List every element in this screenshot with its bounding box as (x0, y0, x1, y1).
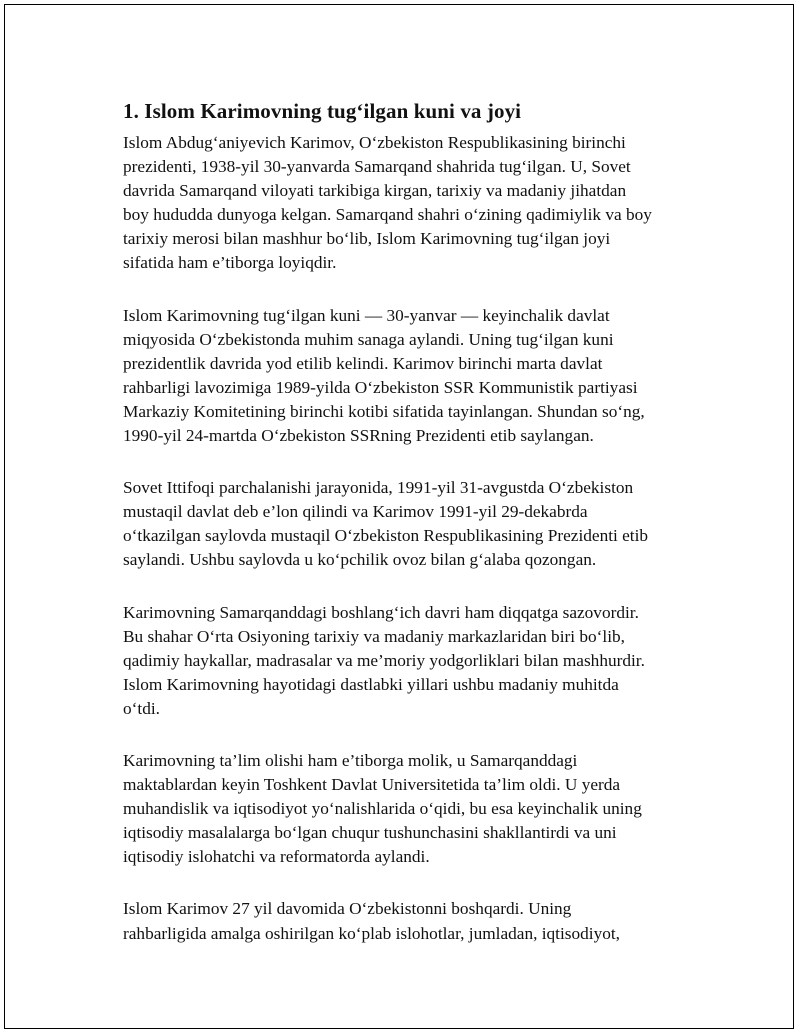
paragraph-education: Karimovning ta’lim olishi ham e’tiborga molik, u Samarqanddagi maktablardan keyin Toshkent Davlat Universitetida ta’lim oldi. U yerda muhandislik va iqtisodiyot yo‘nalishlarida o‘qidi, bu esa keyinchalik uning iqtisodiy masalalarga bo‘lgan chuqur tushunchasini shakllantirdi va uni iqtisodiy islohatchi va reformatorda aylandi. (123, 750, 642, 867)
paragraph-samarkand-youth: Karimovning Samarqanddagi boshlang‘ich davri ham diqqatga sazovordir. Bu shahar O‘rta Osiyoning tarixiy va madaniy markazlaridan biri bo‘lib, qadimiy haykallar, madrasalar va me’moriy yodgorliklari bilan mashhurdir. Islom Karimovning hayotidagi dastlabki yillari ushbu madaniy muhitda o‘tdi. (123, 602, 645, 718)
paragraph-leadership: Islom Karimov 27 yil davomida O‘zbekistonni boshqardi. Uning rahbarligida amalga oshirilgan ko‘plab islohotlar, jumladan, iqtisodiyot, (123, 899, 620, 943)
paragraph-birth-place: Islom Abdug‘aniyevich Karimov, O‘zbekiston Respublikasining birinchi prezidenti, 1938-yil 30-yanvarda Samarqand shahrida tug‘ilgan. U, Sovet davrida Samarqand viloyati tarkibiga kirgan, tarixiy va madaniy jihatdan boy hududda dunyoga kelgan. Samarqand shahri o‘zining qadimiylik va boy tarixiy merosi bilan mashhur bo‘lib, Islom Karimovning tug‘ilgan joyi sifatida ham e’tiborga loyiqdir. (123, 133, 652, 273)
document-body (123, 97, 713, 946)
page-frame (4, 4, 794, 1029)
paragraph-independence: Sovet Ittifoqi parchalanishi jarayonida, 1991-yil 31-avgustda O‘zbekiston mustaqil davlat deb e’lon qilindi va Karimov 1991-yil 29-dekabrda o‘tkazilgan saylovda mustaqil O‘zbekiston Respublikasining Prezidenti etib saylandi. Ushbu saylovda u ko‘pchilik ovoz bilan g‘alaba qozongan. (123, 478, 649, 570)
section-heading: 1. Islom Karimovning tug‘ilgan kuni va joyi (123, 99, 522, 123)
paragraph-birthday-career: Islom Karimovning tug‘ilgan kuni — 30-yanvar — keyinchalik davlat miqyosida O‘zbekistonda muhim sanaga aylandi. Uning tug‘ilgan kuni prezidentlik davrida yod etilib kelindi. Karimov birinchi marta davlat rahbarligi lavozimiga 1989-yilda O‘zbekiston SSR Kommunistik partiyasi Markaziy Komitetining birinchi kotibi sifatida tayinlangan. Shundan so‘ng, 1990-yil 24-martda O‘zbekiston SSRning Prezidenti etib saylangan. (123, 305, 645, 446)
